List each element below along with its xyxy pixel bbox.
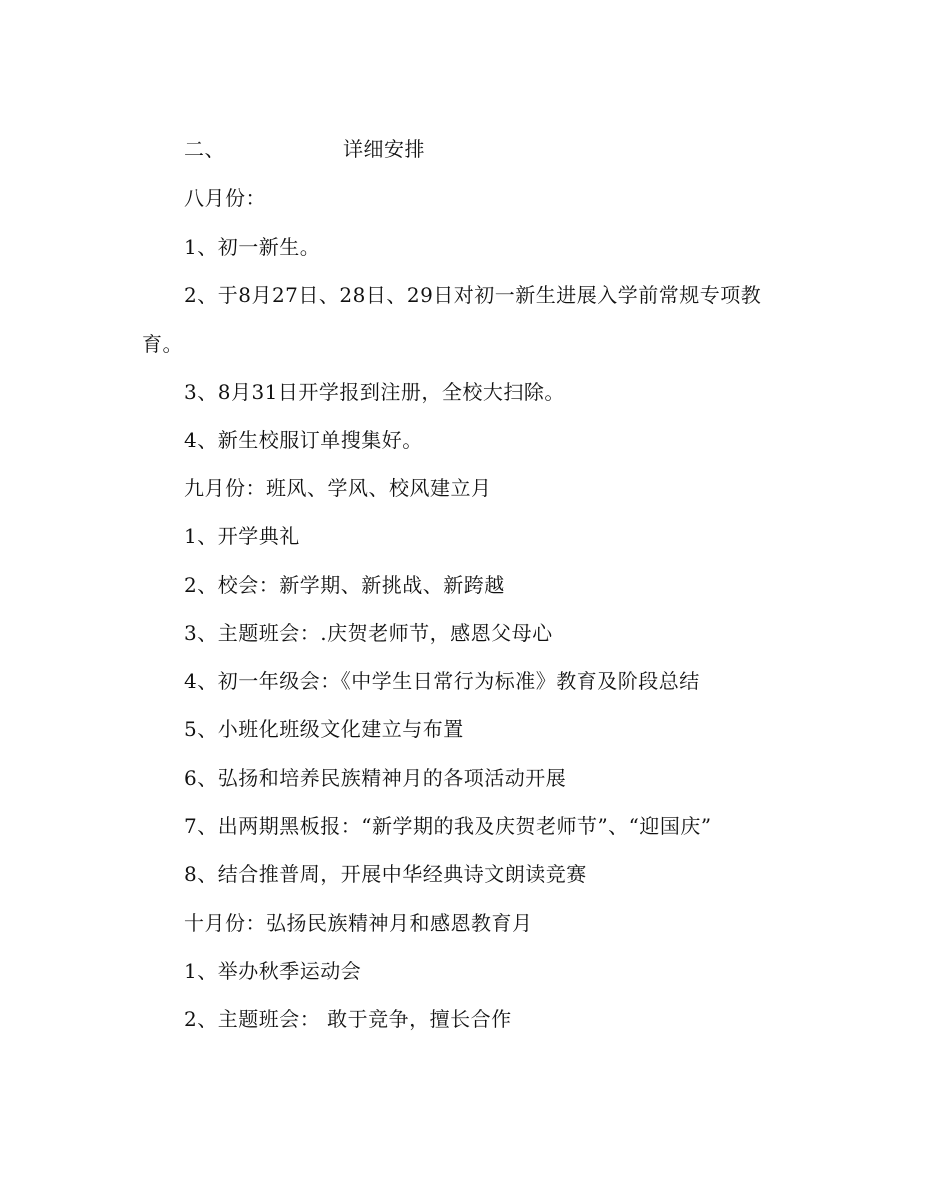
list-item: 3、8月31日开学报到注册，全校大扫除。 xyxy=(184,380,565,404)
list-item: 1、初一新生。 xyxy=(184,235,321,259)
list-item: 1、举办秋季运动会 xyxy=(184,959,362,983)
list-item: 2、主题班会： 敢于竞争，擅长合作 xyxy=(184,1007,512,1031)
list-item-continuation: 育。 xyxy=(142,332,183,356)
month-heading-october: 十月份：弘扬民族精神月和感恩教育月 xyxy=(184,911,533,935)
list-item: 1、开学典礼 xyxy=(184,524,300,548)
month-heading-august: 八月份： xyxy=(184,186,266,210)
section-number: 二、 xyxy=(184,137,225,161)
section-heading xyxy=(184,136,425,162)
list-item: 8、结合推普周，开展中华经典诗文朗读竞赛 xyxy=(184,862,587,886)
list-item: 7、出两期黑板报：“新学期的我及庆贺老师节”、“迎国庆” xyxy=(184,814,712,838)
list-item: 3、主题班会：.庆贺老师节，感恩父母心 xyxy=(184,621,553,645)
list-item: 5、小班化班级文化建立与布置 xyxy=(184,717,464,741)
month-heading-september: 九月份：班风、学风、校风建立月 xyxy=(184,476,492,500)
section-title: 详细安排 xyxy=(343,137,425,161)
list-item: 6、弘扬和培养民族精神月的各项活动开展 xyxy=(184,766,567,790)
list-item: 2、于8月27日、28日、29日对初一新生进展入学前常规专项教 xyxy=(184,283,762,307)
list-item: 4、新生校服订单搜集好。 xyxy=(184,428,423,452)
list-item: 4、初一年级会：《中学生日常行为标准》教育及阶段总结 xyxy=(184,669,700,693)
list-item: 2、校会：新学期、新挑战、新跨越 xyxy=(184,573,505,597)
